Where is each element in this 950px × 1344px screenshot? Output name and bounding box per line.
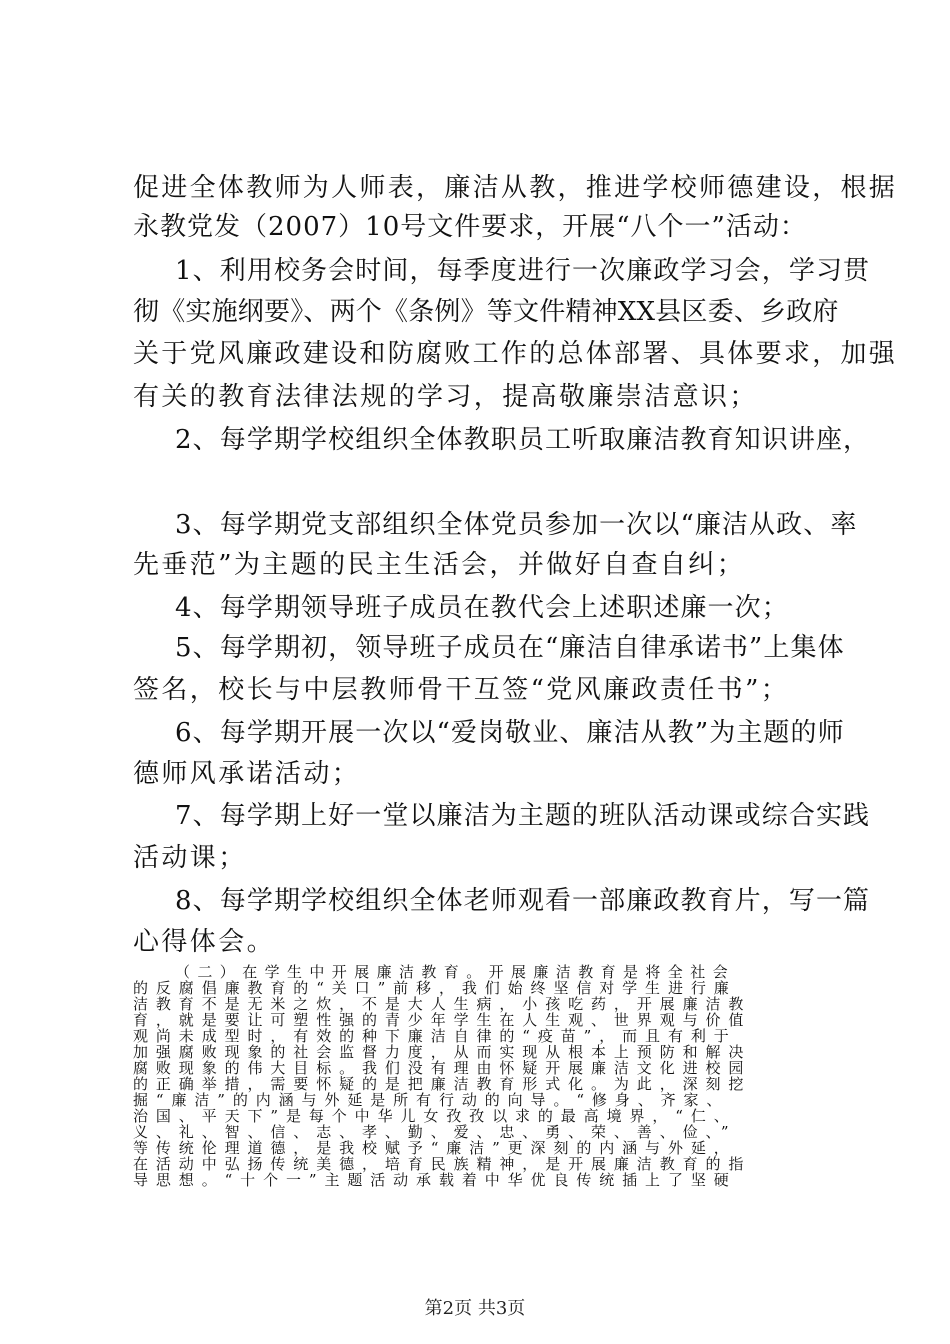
text-line: 2、每学期学校组织全体教职员工听取廉洁教育知识讲座，	[175, 425, 871, 455]
text-line: 等传统伦理道德，是我校赋予“廉洁”更深刻的内涵与外延，	[133, 1139, 737, 1157]
text-line: 加强腐败现象的社会监督力度，从而实现从根本上预防和解决	[133, 1043, 752, 1061]
text-line: 1、利用校务会时间，每季度进行一次廉政学习会，学习贯	[175, 256, 871, 286]
text-line: 掘“廉洁”的内涵与外延是所有行动的向导。“修身、齐家、	[133, 1091, 730, 1109]
text-line: 永教党发（2007）10号文件要求，开展“八个一”活动：	[133, 212, 807, 242]
page-number: 第2页 共3页	[424, 1298, 526, 1319]
text-line: 腐败现象的伟大目标。我们没有理由怀疑开展廉洁文化进校园	[133, 1059, 752, 1077]
text-line: 促进全体教师为人师表，廉洁从教，推进学校师德建设，根据	[133, 173, 898, 203]
text-line: 观尚未成型时，有效的种下廉洁自律的“疫苗”，而且有利于	[133, 1027, 737, 1045]
text-line: 8、每学期学校组织全体老师观看一部廉政教育片，写一篇	[175, 886, 871, 916]
text-line: 心得体会。	[133, 927, 276, 957]
text-line: 德师风承诺活动；	[133, 759, 361, 789]
text-line: 活动课；	[133, 843, 247, 873]
text-line: 5、每学期初，领导班子成员在“廉洁自律承诺书”上集体	[175, 633, 845, 663]
text-line: 有关的教育法律法规的学习，提高敬廉崇洁意识；	[133, 382, 758, 412]
text-line: 的反腐倡廉教育的“关口”前移，我们始终坚信对学生进行廉	[133, 979, 737, 997]
text-line: 在活动中弘扬传统美德，培育民族精神，是开展廉洁教育的指	[133, 1155, 752, 1173]
text-line: 先垂范”为主题的民主生活会，并做好自查自纠；	[133, 550, 746, 580]
text-line: 6、每学期开展一次以“爱岗敬业、廉洁从教”为主题的师	[175, 718, 845, 748]
text-line: （二）在学生中开展廉洁教育。开展廉洁教育是将全社会	[175, 963, 736, 981]
text-line: 彻《实施纲要》、两个《条例》等文件精神XX县区委、乡政府	[133, 297, 839, 327]
text-line: 义、礼、智、信、志、孝、勤、爱、忠、勇、荣、善、俭、”	[133, 1123, 737, 1141]
text-line: 洁教育不是无米之炊，不是大人生病，小孩吃药，开展廉洁教	[133, 995, 752, 1013]
text-line: 3、每学期党支部组织全体党员参加一次以“廉洁从政、率	[175, 510, 858, 540]
text-line: 导思想。“十个一”主题活动承载着中华优良传统插上了坚硬	[133, 1171, 737, 1189]
text-line: 育，就是要让可塑性强的青少年学生在人生观、世界观与价值	[133, 1011, 752, 1029]
text-line: 关于党风廉政建设和防腐败工作的总体部署、具体要求，加强	[133, 339, 898, 369]
text-line: 4、每学期领导班子成员在教代会上述职述廉一次；	[175, 593, 789, 623]
text-line: 签名，校长与中层教师骨干互签“党风廉政责任书”；	[133, 675, 790, 705]
text-line: 治国、平天下”是每个中华儿女孜孜以求的最高境界，“仁、	[133, 1107, 737, 1125]
text-line: 的正确举措，需要怀疑的是把廉洁教育形式化。为此，深刻挖	[133, 1075, 752, 1093]
text-line: 7、每学期上好一堂以廉洁为主题的班队活动课或综合实践	[175, 801, 871, 831]
